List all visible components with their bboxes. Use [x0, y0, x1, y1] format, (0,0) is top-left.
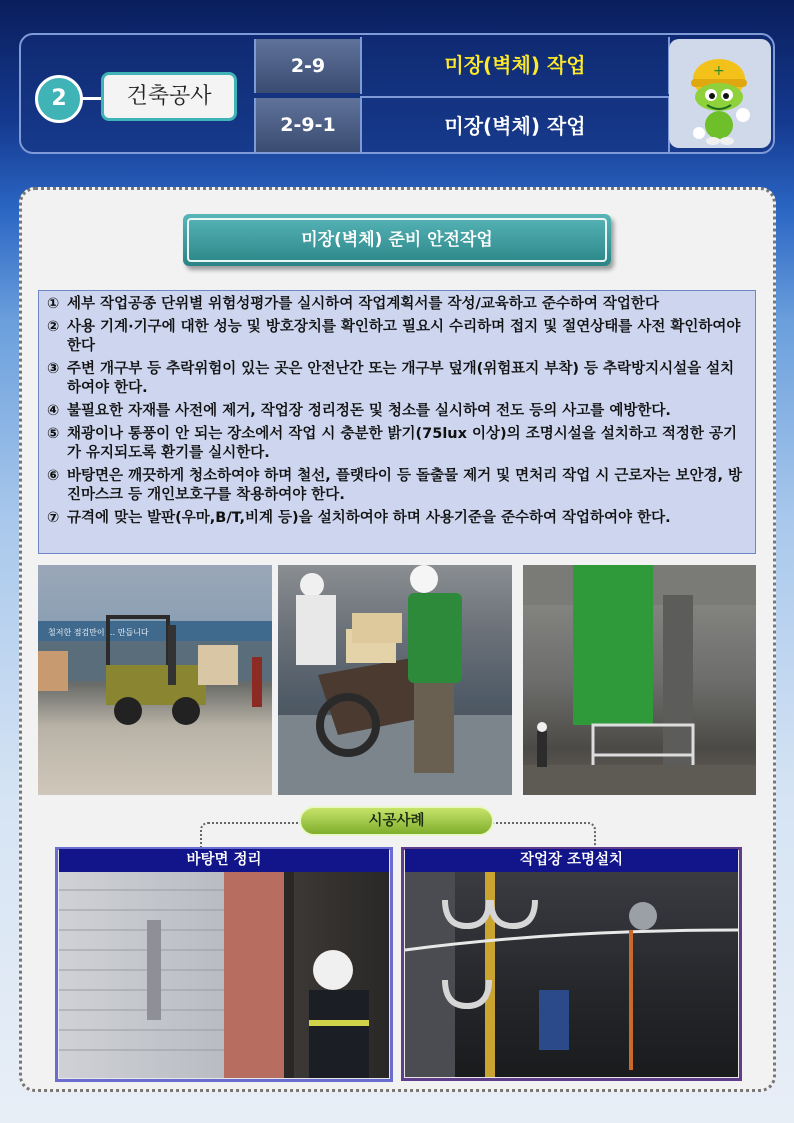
rule-text: 주변 개구부 등 추락위험이 있는 곳은 안전난간 또는 개구부 덮개(위험표지 부착) 등 추락방지시설을 설치하여야 한다.: [67, 361, 735, 396]
category-label: 건축공사: [101, 72, 237, 121]
photo-wheelbarrow: [278, 565, 512, 795]
safety-mascot-icon: [669, 39, 771, 148]
rule-number: ③: [47, 361, 60, 377]
svg-text:+: +: [713, 63, 725, 79]
site-sign-text: 철저한 점검만이 … 만듭니다: [48, 628, 149, 637]
case-connector-left: [200, 822, 306, 850]
header-bar: [19, 33, 775, 154]
rule-text: 채광이나 통풍이 안 되는 장소에서 작업 시 충분한 밝기(75lux 이상)의 조명시설을 설치하고 적정한 공기가 유지되도록 환기를 실시한다.: [67, 426, 737, 461]
rule-number: ⑦: [47, 510, 60, 526]
rule-number: ⑥: [47, 468, 60, 484]
rule-item: [47, 295, 747, 314]
rule-number: ④: [47, 403, 60, 419]
rule-text: 규격에 맞는 발판(우마,B/T,비계 등)을 설치하여야 하며 사용기준을 준수하여 작업하여야 한다.: [67, 510, 671, 526]
rule-number: ⑤: [47, 426, 60, 442]
rule-item: [47, 467, 747, 505]
section-title: 미장(벽체) 준비 안전작업: [187, 218, 607, 262]
rule-number: ②: [47, 319, 60, 335]
rule-item: [47, 360, 747, 398]
photo-forklift: [38, 565, 272, 795]
photo-surface-cleaning: [59, 870, 389, 1078]
rule-number: ①: [47, 296, 60, 312]
case-connector-right: [492, 822, 596, 850]
section-number-badge: 2: [35, 75, 83, 123]
rule-item: [47, 318, 747, 356]
main-code: 2-9: [254, 39, 360, 93]
section-title-box: [183, 214, 611, 266]
rule-text: 바탕면은 깨끗하게 청소하여야 하며 철선, 플랫타이 등 돌출물 제거 및 면처리 작업 시 근로자는 보안경, 방진마스크 등 개인보호구를 착용하여야 한다.: [67, 468, 743, 503]
safety-rules-box: [38, 290, 756, 554]
rule-text: 사용 기계·기구에 대한 성능 및 방호장치를 확인하고 필요시 수리하며 접지 및 절연상태를 사전 확인하여야 한다: [67, 319, 741, 354]
main-title: 미장(벽체) 작업: [360, 37, 670, 94]
photo-lighting-installation: [405, 870, 738, 1077]
photo-scaffold: [523, 565, 756, 795]
rule-item: [47, 402, 747, 421]
rule-item: [47, 509, 747, 528]
rule-text: 불필요한 자재를 사전에 제거, 작업장 정리정돈 및 청소를 실시하여 전도 등의 사고를 예방한다.: [67, 403, 671, 419]
rule-item: [47, 425, 747, 463]
case-label-right: 작업장 조명설치: [405, 849, 738, 872]
sub-title: 미장(벽체) 작업: [360, 96, 670, 154]
sub-code: 2-9-1: [254, 98, 360, 152]
rule-text: 세부 작업공종 단위별 위험성평가를 실시하여 작업계획서를 작성/교육하고 준수하여 작업한다: [67, 296, 659, 312]
case-title: 시공사례: [299, 806, 494, 836]
case-label-left: 바탕면 정리: [59, 849, 389, 872]
